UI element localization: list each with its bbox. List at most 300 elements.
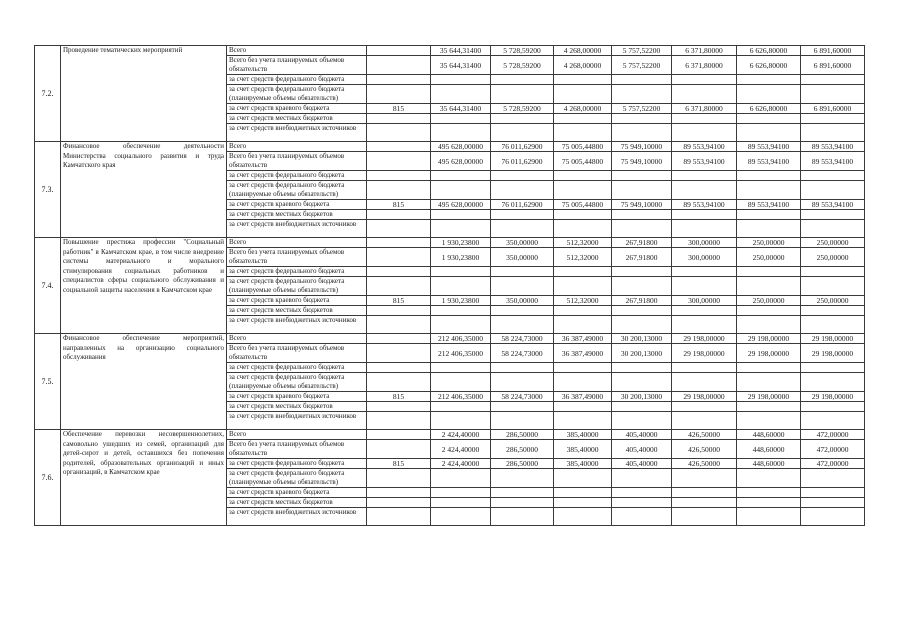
total-value <box>431 402 491 412</box>
total-value <box>431 498 491 508</box>
year-value <box>491 181 554 200</box>
budget-code <box>367 430 431 440</box>
year-value <box>612 306 672 316</box>
total-value: 35 644,31400 <box>431 56 491 75</box>
budget-code <box>367 171 431 181</box>
year-value <box>801 498 865 508</box>
year-value <box>672 498 737 508</box>
year-value <box>612 85 672 104</box>
budget-code <box>367 316 431 334</box>
total-value <box>431 412 491 430</box>
year-value <box>801 402 865 412</box>
funding-source: Всего без учета планируемых объемов обязательств <box>227 440 367 459</box>
year-value: 29 198,00000 <box>672 334 737 344</box>
year-value: 405,40000 <box>612 430 672 440</box>
funding-source: за счет средств краевого бюджета <box>227 104 367 114</box>
total-value: 495 628,00000 <box>431 152 491 171</box>
year-value: 75 949,10000 <box>612 152 672 171</box>
year-value: 89 553,94100 <box>801 152 865 171</box>
year-value <box>491 469 554 488</box>
budget-code <box>367 267 431 277</box>
budget-code <box>367 277 431 296</box>
year-value: 385,40000 <box>554 440 612 459</box>
year-value <box>554 412 612 430</box>
year-value: 6 626,80000 <box>737 46 801 56</box>
year-value: 250,00000 <box>801 238 865 248</box>
year-value <box>554 306 612 316</box>
year-value: 75 005,44800 <box>554 152 612 171</box>
year-value <box>612 363 672 373</box>
budget-code: 815 <box>367 200 431 210</box>
item-number: 7.4. <box>35 238 61 334</box>
year-value <box>672 363 737 373</box>
funding-source: Всего без учета планируемых объемов обязательств <box>227 344 367 363</box>
year-value: 472,00000 <box>801 430 865 440</box>
year-value <box>672 306 737 316</box>
year-value: 36 387,49000 <box>554 334 612 344</box>
year-value <box>801 267 865 277</box>
year-value: 4 268,00000 <box>554 56 612 75</box>
year-value: 29 198,00000 <box>801 344 865 363</box>
year-value: 300,00000 <box>672 248 737 267</box>
year-value <box>672 210 737 220</box>
total-value <box>431 488 491 498</box>
year-value: 6 371,80000 <box>672 56 737 75</box>
year-value <box>491 277 554 296</box>
year-value <box>612 114 672 124</box>
total-value <box>431 210 491 220</box>
year-value: 36 387,49000 <box>554 344 612 363</box>
year-value: 75 949,10000 <box>612 200 672 210</box>
year-value <box>554 114 612 124</box>
total-value <box>431 469 491 488</box>
year-value: 58 224,73000 <box>491 392 554 402</box>
budget-code: 815 <box>367 296 431 306</box>
funding-source: за счет средств краевого бюджета <box>227 296 367 306</box>
year-value: 6 626,80000 <box>737 56 801 75</box>
year-value <box>554 363 612 373</box>
budget-code <box>367 56 431 75</box>
budget-code <box>367 469 431 488</box>
budget-code <box>367 142 431 152</box>
year-value: 4 268,00000 <box>554 104 612 114</box>
year-value: 29 198,00000 <box>672 344 737 363</box>
year-value <box>491 220 554 238</box>
year-value <box>672 277 737 296</box>
funding-source: за счет средств местных бюджетов <box>227 498 367 508</box>
year-value: 300,00000 <box>672 238 737 248</box>
year-value <box>801 306 865 316</box>
year-value <box>737 277 801 296</box>
activity-name: Финансовое обеспечение мероприятий, направленных на организацию социального обслуживания <box>61 334 227 430</box>
year-value <box>737 220 801 238</box>
year-value: 76 011,62900 <box>491 200 554 210</box>
year-value: 472,00000 <box>801 459 865 469</box>
activity-name: Повышение престижа профессии "Социальный работник" в Камчатском крае, в том числе внедрение системы материального и морального стимулирования социальных работников и специалистов сферы социального обслуживания и социальной защиты населения в Камчатском крае <box>61 238 227 334</box>
year-value: 29 198,00000 <box>737 344 801 363</box>
year-value <box>672 181 737 200</box>
year-value <box>491 316 554 334</box>
total-value: 495 628,00000 <box>431 142 491 152</box>
year-value: 5 728,59200 <box>491 104 554 114</box>
year-value: 89 553,94100 <box>801 142 865 152</box>
year-value <box>672 488 737 498</box>
year-value <box>672 171 737 181</box>
year-value <box>801 114 865 124</box>
year-value <box>801 508 865 526</box>
year-value <box>554 469 612 488</box>
table-row <box>35 142 865 152</box>
year-value <box>491 124 554 142</box>
budget-code <box>367 46 431 56</box>
year-value: 426,50000 <box>672 459 737 469</box>
budget-code <box>367 210 431 220</box>
funding-source: за счет средств краевого бюджета <box>227 392 367 402</box>
year-value <box>801 316 865 334</box>
year-value <box>801 373 865 392</box>
year-value: 405,40000 <box>612 459 672 469</box>
total-value: 1 930,23800 <box>431 238 491 248</box>
year-value: 36 387,49000 <box>554 392 612 402</box>
budget-code <box>367 363 431 373</box>
year-value: 5 728,59200 <box>491 56 554 75</box>
year-value: 405,40000 <box>612 440 672 459</box>
year-value <box>612 277 672 296</box>
year-value <box>491 267 554 277</box>
total-value: 2 424,40000 <box>431 430 491 440</box>
budget-code <box>367 344 431 363</box>
year-value <box>554 210 612 220</box>
year-value <box>554 402 612 412</box>
year-value <box>801 210 865 220</box>
funding-source: за счет средств федерального бюджета (планируемые объемы обязательств) <box>227 277 367 296</box>
total-value: 2 424,40000 <box>431 440 491 459</box>
total-value: 1 930,23800 <box>431 296 491 306</box>
year-value <box>491 306 554 316</box>
total-value: 2 424,40000 <box>431 459 491 469</box>
year-value <box>554 220 612 238</box>
funding-source: за счет средств федерального бюджета <box>227 363 367 373</box>
year-value <box>737 210 801 220</box>
year-value <box>554 267 612 277</box>
year-value <box>491 508 554 526</box>
year-value <box>672 85 737 104</box>
year-value: 89 553,94100 <box>672 200 737 210</box>
activity-name: Обеспечение перевозки несовершеннолетних, самовольно ушедших из семей, организаций для детей-сирот и детей, оставшихся без попечения родителей, образовательных организаций и иных организаций, в Камчатском крае <box>61 430 227 526</box>
total-value <box>431 171 491 181</box>
budget-code <box>367 498 431 508</box>
budget-code <box>367 75 431 85</box>
total-value: 1 930,23800 <box>431 248 491 267</box>
year-value <box>801 488 865 498</box>
funding-source: за счет средств местных бюджетов <box>227 114 367 124</box>
total-value <box>431 85 491 104</box>
year-value: 472,00000 <box>801 440 865 459</box>
year-value: 250,00000 <box>737 248 801 267</box>
year-value: 89 553,94100 <box>737 142 801 152</box>
funding-source: за счет средств внебюджетных источников <box>227 412 367 430</box>
funding-source: за счет средств федерального бюджета (планируемые объемы обязательств) <box>227 85 367 104</box>
total-value <box>431 316 491 334</box>
year-value: 6 371,80000 <box>672 104 737 114</box>
funding-source: за счет средств федерального бюджета (планируемые объемы обязательств) <box>227 469 367 488</box>
year-value <box>737 181 801 200</box>
year-value <box>612 171 672 181</box>
funding-source: за счет средств местных бюджетов <box>227 210 367 220</box>
year-value <box>801 75 865 85</box>
funding-source: Всего <box>227 334 367 344</box>
year-value <box>672 469 737 488</box>
year-value: 89 553,94100 <box>737 200 801 210</box>
year-value: 29 198,00000 <box>672 392 737 402</box>
funding-source: за счет средств краевого бюджета <box>227 488 367 498</box>
year-value: 6 891,60000 <box>801 46 865 56</box>
funding-source: за счет средств федерального бюджета <box>227 267 367 277</box>
year-value <box>672 220 737 238</box>
budget-code <box>367 306 431 316</box>
year-value <box>554 171 612 181</box>
year-value <box>737 469 801 488</box>
year-value: 29 198,00000 <box>801 334 865 344</box>
year-value: 512,32000 <box>554 238 612 248</box>
total-value <box>431 124 491 142</box>
funding-source: за счет средств внебюджетных источников <box>227 508 367 526</box>
year-value: 250,00000 <box>801 248 865 267</box>
budget-code <box>367 440 431 459</box>
year-value <box>491 373 554 392</box>
budget-code <box>367 124 431 142</box>
budget-code <box>367 488 431 498</box>
year-value: 89 553,94100 <box>672 142 737 152</box>
year-value <box>554 373 612 392</box>
year-value: 350,00000 <box>491 248 554 267</box>
year-value: 5 757,52200 <box>612 104 672 114</box>
funding-source: Всего без учета планируемых объемов обязательств <box>227 56 367 75</box>
budget-code <box>367 152 431 171</box>
year-value: 267,91800 <box>612 296 672 306</box>
year-value <box>491 171 554 181</box>
budget-code <box>367 508 431 526</box>
funding-source: за счет средств внебюджетных источников <box>227 124 367 142</box>
year-value <box>737 316 801 334</box>
year-value <box>554 75 612 85</box>
year-value: 58 224,73000 <box>491 334 554 344</box>
year-value <box>672 373 737 392</box>
year-value: 29 198,00000 <box>737 392 801 402</box>
year-value: 286,50000 <box>491 459 554 469</box>
funding-source: Всего <box>227 238 367 248</box>
funding-source: за счет средств внебюджетных источников <box>227 220 367 238</box>
year-value: 286,50000 <box>491 430 554 440</box>
budget-code <box>367 248 431 267</box>
year-value: 5 757,52200 <box>612 56 672 75</box>
table-row <box>35 334 865 344</box>
year-value <box>737 402 801 412</box>
year-value: 286,50000 <box>491 440 554 459</box>
year-value: 426,50000 <box>672 440 737 459</box>
total-value <box>431 306 491 316</box>
total-value <box>431 267 491 277</box>
year-value <box>801 220 865 238</box>
year-value <box>737 267 801 277</box>
year-value <box>612 498 672 508</box>
total-value: 212 406,35000 <box>431 344 491 363</box>
year-value: 385,40000 <box>554 430 612 440</box>
year-value <box>801 181 865 200</box>
total-value: 495 628,00000 <box>431 200 491 210</box>
year-value: 6 626,80000 <box>737 104 801 114</box>
total-value: 212 406,35000 <box>431 392 491 402</box>
funding-source: Всего <box>227 142 367 152</box>
year-value: 512,32000 <box>554 248 612 267</box>
table-row <box>35 238 865 248</box>
funding-source: Всего без учета планируемых объемов обязательств <box>227 248 367 267</box>
budget-code: 815 <box>367 104 431 114</box>
year-value: 448,60000 <box>737 459 801 469</box>
year-value: 250,00000 <box>737 238 801 248</box>
item-number: 7.6. <box>35 430 61 526</box>
year-value: 267,91800 <box>612 238 672 248</box>
budget-code <box>367 181 431 200</box>
year-value: 6 371,80000 <box>672 46 737 56</box>
year-value <box>672 412 737 430</box>
year-value <box>612 210 672 220</box>
funding-source: за счет средств федерального бюджета (планируемые объемы обязательств) <box>227 181 367 200</box>
year-value <box>612 316 672 334</box>
budget-code: 815 <box>367 459 431 469</box>
budget-code <box>367 238 431 248</box>
year-value <box>491 114 554 124</box>
budget-code <box>367 402 431 412</box>
year-value <box>672 75 737 85</box>
year-value: 426,50000 <box>672 430 737 440</box>
year-value <box>612 402 672 412</box>
year-value <box>554 277 612 296</box>
budget-code <box>367 220 431 238</box>
year-value: 267,91800 <box>612 248 672 267</box>
total-value <box>431 220 491 238</box>
table-row <box>35 430 865 440</box>
year-value <box>672 316 737 334</box>
year-value <box>801 363 865 373</box>
year-value <box>554 498 612 508</box>
item-number: 7.2. <box>35 46 61 142</box>
year-value: 6 891,60000 <box>801 104 865 114</box>
year-value <box>672 508 737 526</box>
year-value <box>672 267 737 277</box>
year-value <box>554 124 612 142</box>
budget-code <box>367 373 431 392</box>
year-value: 89 553,94100 <box>737 152 801 171</box>
year-value <box>801 412 865 430</box>
total-value: 212 406,35000 <box>431 334 491 344</box>
year-value <box>554 181 612 200</box>
year-value <box>612 267 672 277</box>
year-value: 6 891,60000 <box>801 56 865 75</box>
funding-source: Всего без учета планируемых объемов обязательств <box>227 152 367 171</box>
funding-source: за счет средств федерального бюджета <box>227 75 367 85</box>
funding-source: за счет средств федерального бюджета <box>227 171 367 181</box>
year-value <box>612 488 672 498</box>
year-value <box>491 402 554 412</box>
activity-name: Финансовое обеспечение деятельности Министерства социального развития и труда Камчатского края <box>61 142 227 238</box>
total-value: 35 644,31400 <box>431 46 491 56</box>
year-value <box>737 373 801 392</box>
year-value: 30 200,13000 <box>612 392 672 402</box>
year-value <box>491 488 554 498</box>
year-value <box>737 363 801 373</box>
year-value <box>737 171 801 181</box>
budget-table-body <box>35 46 865 526</box>
budget-code <box>367 85 431 104</box>
funding-source: за счет средств внебюджетных источников <box>227 316 367 334</box>
year-value: 350,00000 <box>491 296 554 306</box>
year-value <box>737 508 801 526</box>
year-value <box>554 316 612 334</box>
year-value <box>612 75 672 85</box>
year-value <box>801 171 865 181</box>
year-value <box>554 488 612 498</box>
total-value <box>431 181 491 200</box>
year-value: 76 011,62900 <box>491 152 554 171</box>
year-value <box>491 85 554 104</box>
total-value <box>431 363 491 373</box>
year-value: 5 757,52200 <box>612 46 672 56</box>
item-number: 7.5. <box>35 334 61 430</box>
year-value <box>491 363 554 373</box>
year-value: 30 200,13000 <box>612 334 672 344</box>
year-value: 4 268,00000 <box>554 46 612 56</box>
year-value <box>801 469 865 488</box>
year-value <box>491 210 554 220</box>
year-value <box>737 85 801 104</box>
year-value: 30 200,13000 <box>612 344 672 363</box>
funding-source: Всего <box>227 46 367 56</box>
funding-source: за счет средств краевого бюджета <box>227 200 367 210</box>
total-value <box>431 114 491 124</box>
total-value <box>431 277 491 296</box>
year-value <box>612 469 672 488</box>
funding-source: за счет средств местных бюджетов <box>227 402 367 412</box>
year-value: 89 553,94100 <box>801 200 865 210</box>
table-row <box>35 46 865 56</box>
year-value: 250,00000 <box>737 296 801 306</box>
year-value <box>672 114 737 124</box>
funding-source: Всего <box>227 430 367 440</box>
year-value: 5 728,59200 <box>491 46 554 56</box>
year-value <box>737 75 801 85</box>
year-value <box>672 402 737 412</box>
year-value: 448,60000 <box>737 430 801 440</box>
year-value <box>612 220 672 238</box>
year-value <box>491 412 554 430</box>
year-value <box>612 508 672 526</box>
budget-code: 815 <box>367 392 431 402</box>
year-value <box>612 373 672 392</box>
activity-name: Проведение тематических мероприятий <box>61 46 227 142</box>
year-value: 250,00000 <box>801 296 865 306</box>
funding-source: за счет средств федерального бюджета (планируемые объемы обязательств) <box>227 373 367 392</box>
total-value <box>431 508 491 526</box>
year-value: 448,60000 <box>737 440 801 459</box>
year-value <box>672 124 737 142</box>
year-value <box>737 124 801 142</box>
year-value <box>554 85 612 104</box>
year-value <box>801 124 865 142</box>
total-value <box>431 373 491 392</box>
total-value <box>431 75 491 85</box>
year-value <box>737 488 801 498</box>
